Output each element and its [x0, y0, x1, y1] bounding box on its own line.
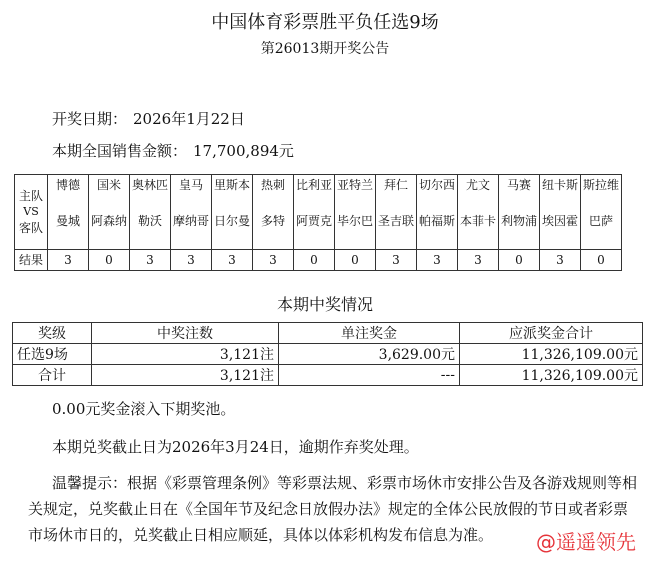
match-cell	[130, 175, 171, 250]
away-team: 利物浦	[500, 214, 537, 228]
draw-date-value: 2026年1月22日	[133, 110, 245, 128]
home-team: 热刺	[260, 178, 285, 192]
match-result: 3	[48, 250, 89, 271]
away-team: 摩纳哥	[172, 214, 209, 228]
home-team: 尤文	[465, 178, 490, 192]
notice-label: 温馨提示：	[52, 474, 128, 492]
prize-total-row	[13, 365, 643, 386]
draw-date	[52, 108, 245, 129]
sales-label: 本期全国销售金额：	[52, 142, 188, 160]
match-cell	[294, 175, 335, 250]
prize-winners: 3,121注	[92, 344, 279, 365]
header-level: 奖级	[13, 323, 92, 344]
match-result: 0	[581, 250, 622, 271]
notice-text: 根据《彩票管理条例》等彩票法规、彩票市场休市安排公告及各游戏规则等相关规定，兑奖截止日在《全国年节及纪念日放假办法》规定的全体公民放假的节日或者彩票市场休市日的，兑奖截止日相应顺延，具体以体彩机构发布信息为准。	[28, 474, 638, 544]
header-total: 应派奖金合计	[460, 323, 643, 344]
header-prize: 单注奖金	[279, 323, 460, 344]
home-team: 奥林匹	[131, 178, 168, 192]
match-result: 3	[130, 250, 171, 271]
prize-total: 11,326,109.00元	[460, 365, 643, 386]
away-team: 圣吉联	[377, 214, 414, 228]
issue-subtitle: 第26013期开奖公告	[260, 41, 390, 57]
match-cell	[253, 175, 294, 250]
home-team: 比利亚	[295, 178, 332, 192]
prize-level: 任选9场	[13, 344, 92, 365]
match-result: 0	[89, 250, 130, 271]
prize-level: 合计	[13, 365, 92, 386]
match-cell	[540, 175, 581, 250]
match-result: 3	[417, 250, 458, 271]
match-cell	[171, 175, 212, 250]
away-team: 阿森纳	[90, 214, 127, 228]
match-result: 3	[253, 250, 294, 271]
row-label-vs: VS	[23, 205, 39, 218]
home-team: 切尔西	[418, 178, 455, 192]
rollover-note: 0.00元奖金滚入下期奖池。	[52, 400, 236, 418]
prize-row	[13, 344, 643, 365]
away-team: 帕福斯	[418, 214, 455, 228]
match-cell	[458, 175, 499, 250]
match-result: 3	[540, 250, 581, 271]
away-team: 多特	[260, 214, 285, 228]
away-team: 日尔曼	[213, 214, 250, 228]
prize-section-title: 本期中奖情况	[276, 295, 373, 314]
match-result: 0	[499, 250, 540, 271]
match-cell	[417, 175, 458, 250]
sales-amount	[52, 140, 294, 161]
match-cell	[89, 175, 130, 250]
home-team: 马赛	[506, 178, 531, 192]
deadline-note: 本期兑奖截止日为2026年3月24日，逾期作弃奖处理。	[52, 438, 419, 456]
match-cell	[499, 175, 540, 250]
draw-date-label: 开奖日期：	[52, 110, 128, 128]
match-result: 0	[294, 250, 335, 271]
home-team: 拜仁	[383, 178, 408, 192]
header-winners: 中奖注数	[92, 323, 279, 344]
match-result: 3	[212, 250, 253, 271]
home-team: 里斯本	[213, 178, 250, 192]
match-result: 3	[458, 250, 499, 271]
prize-table	[12, 322, 643, 386]
away-team: 阿贾克	[295, 214, 332, 228]
prize-total: 11,326,109.00元	[460, 344, 643, 365]
match-cell	[335, 175, 376, 250]
page-title: 中国体育彩票胜平负任选9场	[211, 12, 439, 33]
away-team: 毕尔巴	[336, 214, 373, 228]
match-table	[14, 174, 622, 271]
row-label-away: 客队	[18, 221, 43, 235]
away-team: 埃因霍	[541, 214, 578, 228]
sales-value: 17,700,894元	[193, 142, 294, 160]
watermark-logo: @遥遥领先	[532, 524, 640, 557]
home-team: 斯拉维	[582, 178, 619, 192]
match-teams-row	[15, 175, 622, 250]
home-team: 皇马	[178, 178, 203, 192]
row-label-home: 主队	[18, 189, 43, 203]
away-team: 勒沃	[137, 214, 162, 228]
prize-amount: 3,629.00元	[279, 344, 460, 365]
match-result: 3	[376, 250, 417, 271]
home-team: 国米	[96, 178, 121, 192]
prize-amount: ---	[279, 365, 460, 386]
match-cell	[48, 175, 89, 250]
match-result: 3	[171, 250, 212, 271]
match-result-row	[15, 250, 622, 271]
prize-winners: 3,121注	[92, 365, 279, 386]
match-cell	[581, 175, 622, 250]
home-team: 博德	[55, 178, 80, 192]
away-team: 曼城	[55, 214, 80, 228]
match-result: 0	[335, 250, 376, 271]
away-team: 巴萨	[588, 214, 613, 228]
home-team: 亚特兰	[336, 178, 373, 192]
home-team: 纽卡斯	[541, 178, 578, 192]
match-cell	[376, 175, 417, 250]
away-team: 本菲卡	[459, 214, 496, 228]
row-labels-cell	[15, 175, 48, 250]
row-label-result: 结果	[15, 250, 48, 271]
prize-header-row	[13, 323, 643, 344]
match-cell	[212, 175, 253, 250]
